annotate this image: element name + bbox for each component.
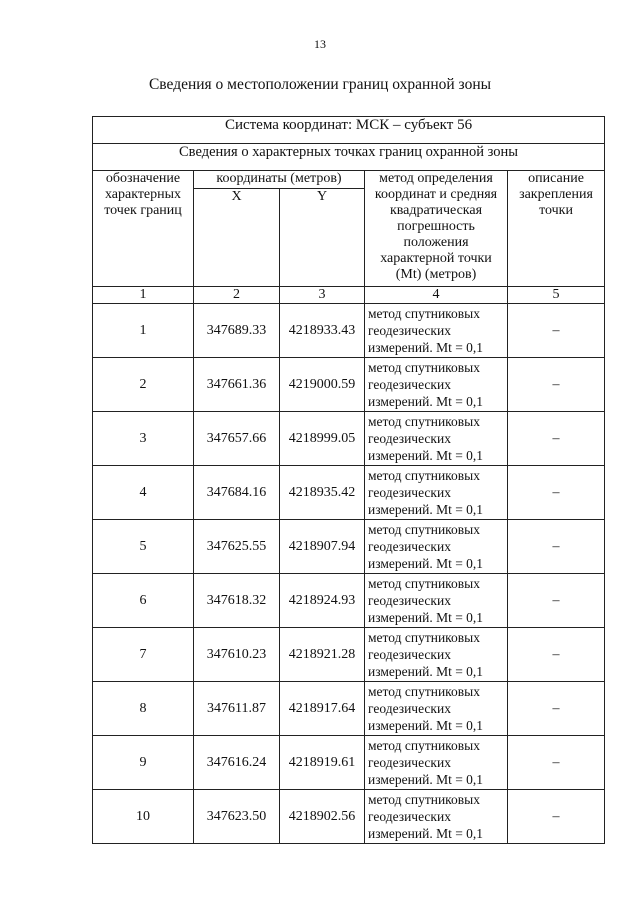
point-number-cell: 2 bbox=[93, 358, 194, 412]
y-coordinate-cell: 4218917.64 bbox=[280, 682, 365, 736]
coordinate-system-cell: Система координат: МСК – субъект 56 bbox=[93, 117, 605, 144]
table-row bbox=[93, 466, 605, 520]
table-row bbox=[93, 304, 605, 358]
method-cell: метод спутниковых геодезических измерений. Mt = 0,1 bbox=[365, 412, 508, 466]
point-number-cell: 10 bbox=[93, 790, 194, 844]
description-cell: – bbox=[508, 682, 605, 736]
system-row bbox=[93, 117, 605, 144]
x-coordinate-cell: 347618.32 bbox=[194, 574, 280, 628]
description-cell: – bbox=[508, 790, 605, 844]
coordinates-header: координаты (метров) bbox=[194, 171, 365, 189]
point-number-cell: 6 bbox=[93, 574, 194, 628]
y-header: Y bbox=[280, 189, 365, 287]
method-cell: метод спутниковых геодезических измерений. Mt = 0,1 bbox=[365, 682, 508, 736]
description-cell: – bbox=[508, 520, 605, 574]
x-coordinate-cell: 347616.24 bbox=[194, 736, 280, 790]
column-index-3: 3 bbox=[280, 287, 365, 304]
table-row bbox=[93, 736, 605, 790]
x-header: X bbox=[194, 189, 280, 287]
method-cell: метод спутниковых геодезических измерений. Mt = 0,1 bbox=[365, 358, 508, 412]
x-coordinate-cell: 347657.66 bbox=[194, 412, 280, 466]
point-number-cell: 9 bbox=[93, 736, 194, 790]
column-index-row bbox=[93, 287, 605, 304]
point-number-cell: 1 bbox=[93, 304, 194, 358]
column-index-2: 2 bbox=[194, 287, 280, 304]
y-coordinate-cell: 4218921.28 bbox=[280, 628, 365, 682]
point-number-cell: 3 bbox=[93, 412, 194, 466]
table-row bbox=[93, 682, 605, 736]
table-body bbox=[93, 117, 605, 844]
y-coordinate-cell: 4218935.42 bbox=[280, 466, 365, 520]
method-cell: метод спутниковых геодезических измерений. Mt = 0,1 bbox=[365, 628, 508, 682]
designation-header: обозначение характерных точек границ bbox=[93, 171, 194, 287]
x-coordinate-cell: 347611.87 bbox=[194, 682, 280, 736]
x-coordinate-cell: 347689.33 bbox=[194, 304, 280, 358]
column-index-4: 4 bbox=[365, 287, 508, 304]
points-header-row bbox=[93, 144, 605, 171]
column-index-1: 1 bbox=[93, 287, 194, 304]
method-cell: метод спутниковых геодезических измерений. Mt = 0,1 bbox=[365, 520, 508, 574]
table-row bbox=[93, 520, 605, 574]
y-coordinate-cell: 4218999.05 bbox=[280, 412, 365, 466]
x-coordinate-cell: 347623.50 bbox=[194, 790, 280, 844]
point-number-cell: 5 bbox=[93, 520, 194, 574]
x-coordinate-cell: 347684.16 bbox=[194, 466, 280, 520]
y-coordinate-cell: 4218924.93 bbox=[280, 574, 365, 628]
description-header: описание закрепления точки bbox=[508, 171, 605, 287]
x-coordinate-cell: 347661.36 bbox=[194, 358, 280, 412]
method-cell: метод спутниковых геодезических измерений. Mt = 0,1 bbox=[365, 574, 508, 628]
column-index-5: 5 bbox=[508, 287, 605, 304]
page-number: 13 bbox=[314, 37, 326, 51]
column-header-row-1 bbox=[93, 171, 605, 189]
point-number-cell: 7 bbox=[93, 628, 194, 682]
y-coordinate-cell: 4219000.59 bbox=[280, 358, 365, 412]
point-number-cell: 8 bbox=[93, 682, 194, 736]
y-coordinate-cell: 4218902.56 bbox=[280, 790, 365, 844]
description-cell: – bbox=[508, 574, 605, 628]
point-number-cell: 4 bbox=[93, 466, 194, 520]
description-cell: – bbox=[508, 736, 605, 790]
method-cell: метод спутниковых геодезических измерений. Mt = 0,1 bbox=[365, 736, 508, 790]
method-cell: метод спутниковых геодезических измерений. Mt = 0,1 bbox=[365, 304, 508, 358]
method-cell: метод спутниковых геодезических измерений. Mt = 0,1 bbox=[365, 790, 508, 844]
boundary-points-table bbox=[92, 116, 605, 844]
description-cell: – bbox=[508, 304, 605, 358]
table-row bbox=[93, 628, 605, 682]
description-cell: – bbox=[508, 412, 605, 466]
description-cell: – bbox=[508, 628, 605, 682]
y-coordinate-cell: 4218933.43 bbox=[280, 304, 365, 358]
points-header-cell: Сведения о характерных точках границ охранной зоны bbox=[93, 144, 605, 171]
table-row bbox=[93, 790, 605, 844]
x-coordinate-cell: 347610.23 bbox=[194, 628, 280, 682]
method-header: метод определения координат и средняя квадратическая погрешность положения характерной точки (Mt) (метров) bbox=[365, 171, 508, 287]
description-cell: – bbox=[508, 466, 605, 520]
x-coordinate-cell: 347625.55 bbox=[194, 520, 280, 574]
y-coordinate-cell: 4218919.61 bbox=[280, 736, 365, 790]
y-coordinate-cell: 4218907.94 bbox=[280, 520, 365, 574]
description-cell: – bbox=[508, 358, 605, 412]
method-cell: метод спутниковых геодезических измерений. Mt = 0,1 bbox=[365, 466, 508, 520]
page-title: Сведения о местоположении границ охранной зоны bbox=[148, 76, 492, 93]
table-row bbox=[93, 358, 605, 412]
table-row bbox=[93, 412, 605, 466]
table-row bbox=[93, 574, 605, 628]
